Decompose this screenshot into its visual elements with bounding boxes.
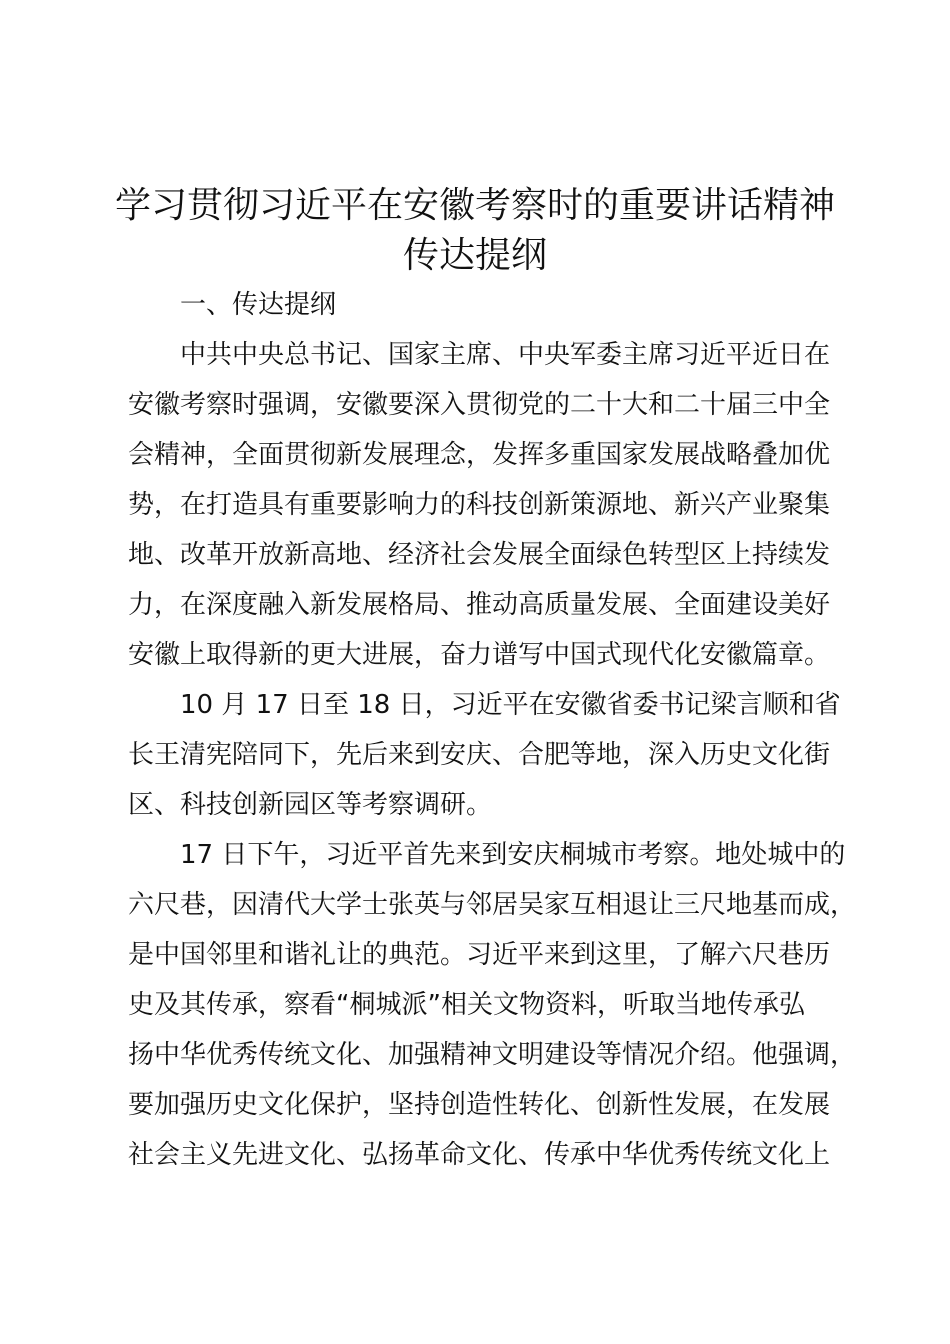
- paragraph-1-line-7: 安徽上取得新的更大进展，奋力谱写中国式现代化安徽篇章。: [128, 640, 831, 670]
- paragraph-1-line-6: 力，在深度融入新发展格局、推动高质量发展、全面建设美好: [128, 590, 831, 620]
- paragraph-3-line-2: 六尺巷，因清代大学士张英与邻居吴家互相退让三尺地基而成，: [128, 890, 857, 920]
- paragraph-1-line-1: 中共中央总书记、国家主席、中央军委主席习近平近日在: [180, 340, 831, 370]
- paragraph-3-line-7: 社会主义先进文化、弘扬革命文化、传承中华优秀传统文化上: [128, 1140, 831, 1170]
- paragraph-2-line-2: 长王清宪陪同下，先后来到安庆、合肥等地，深入历史文化街: [128, 740, 831, 770]
- paragraph-3-line-5: 扬中华优秀传统文化、加强精神文明建设等情况介绍。他强调，: [128, 1040, 857, 1070]
- paragraph-3-line-3: 是中国邻里和谐礼让的典范。习近平来到这里，了解六尺巷历: [128, 940, 831, 970]
- paragraph-3-line-4: 史及其传承，察看“桐城派”相关文物资料，听取当地传承弘: [128, 990, 805, 1020]
- paragraph-3-line-6: 要加强历史文化保护，坚持创造性转化、创新性发展，在发展: [128, 1090, 831, 1120]
- paragraph-1-line-5: 地、改革开放新高地、经济社会发展全面绿色转型区上持续发: [128, 540, 831, 570]
- paragraph-2-line-1: 10 月 17 日至 18 日，习近平在安徽省委书记梁言顺和省: [180, 690, 841, 720]
- paragraph-1-line-4: 势，在打造具有重要影响力的科技创新策源地、新兴产业聚集: [128, 490, 831, 520]
- section-heading: 一、传达提纲: [180, 290, 337, 320]
- paragraph-2-line-3: 区、科技创新园区等考察调研。: [128, 790, 493, 820]
- document-title-line-1: 学习贯彻习近平在安徽考察时的重要讲话精神: [114, 185, 835, 226]
- paragraph-3-line-1: 17 日下午，习近平首先来到安庆桐城市考察。地处城中的: [180, 840, 846, 870]
- paragraph-1-line-3: 会精神，全面贯彻新发展理念，发挥多重国家发展战略叠加优: [128, 440, 831, 470]
- document-title-line-2: 传达提纲: [402, 235, 547, 276]
- paragraph-1-line-2: 安徽考察时强调，安徽要深入贯彻党的二十大和二十届三中全: [128, 390, 831, 420]
